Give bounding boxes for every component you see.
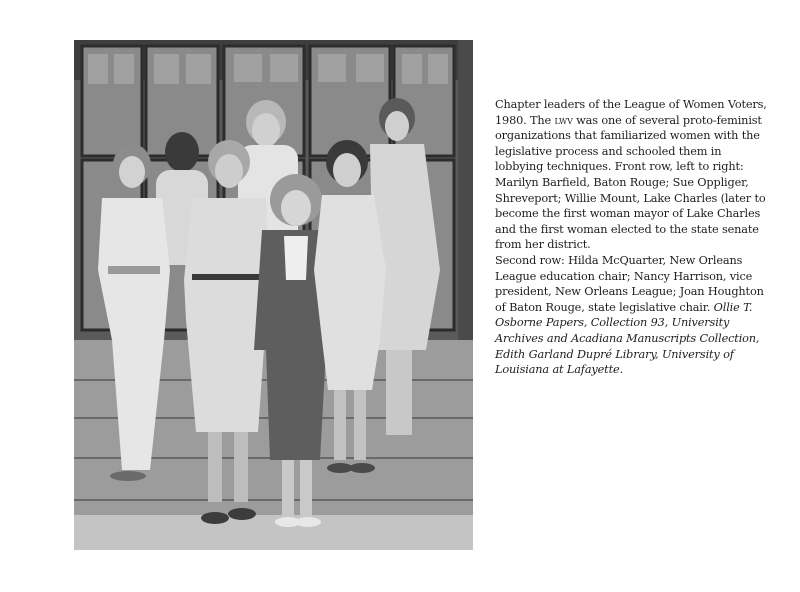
caption-lead: Chapter leaders of the League of Women Voters, 1980. The (495, 98, 767, 127)
caption-paragraph-1 (495, 97, 767, 253)
caption-body-1: was one of several proto-feminist organizations that familiarized women with the legislative process and schooled them in lobbying techniques. Front row, left to right: Marilyn Barfield, Baton Rouge; Sue Oppliger, Shreveport; Willie Mount, Lake Charles (later to become the first woman mayor of Lake Charles and the first woman elected to the state senate from her district. (495, 113, 766, 252)
photo-caption (495, 97, 767, 378)
caption-paragraph-2 (495, 253, 767, 378)
caption-body-2: Second row: Hilda McQuarter, New Orleans League education chair; Nancy Harrison, vice president, New Orleans League; Joan Houghton of Baton Rouge, state legislative chair. (495, 253, 764, 314)
group-photo-icon (74, 40, 473, 550)
caption-source: Ollie T. Osborne Papers, Collection 93, University Archives and Acadiana Manuscripts Collection, Edith Garland Dupré Library, University of Louisiana at Lafayette. (495, 300, 760, 377)
caption-abbrev: lwv (554, 113, 573, 127)
group-photograph (74, 40, 473, 550)
